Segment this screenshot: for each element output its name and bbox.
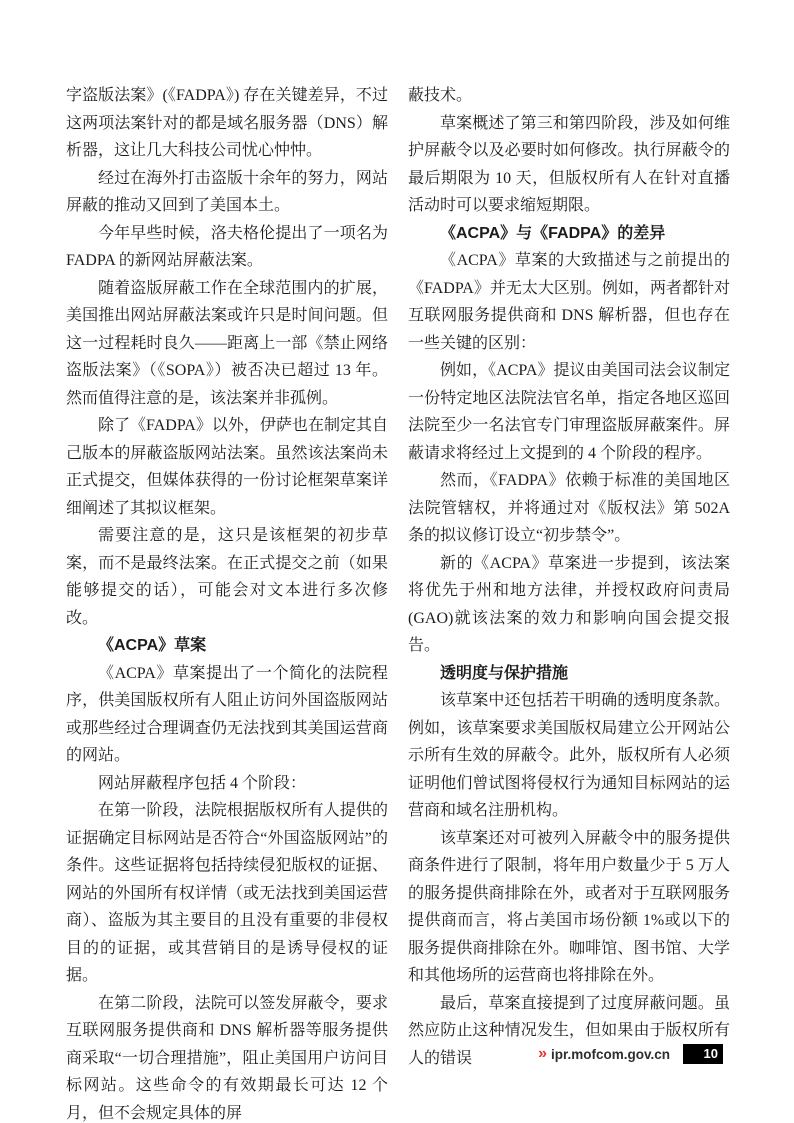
section-heading: 透明度与保护措施 bbox=[440, 664, 569, 682]
paragraph: 新的《ACPA》草案进一步提到，该法案将优先于州和地方法律，并授权政府问责局(GAO)就该法案的效力和影响向国会提交报告。 bbox=[408, 554, 730, 654]
paragraph: 《ACPA》草案的大致描述与之前提出的《FADPA》并无太大区别。例如，两者都针对互联网服务提供商和 DNS 解析器，但也存在一些关键的区别： bbox=[408, 252, 730, 352]
paragraph: 然而，《FADPA》依赖于标准的美国地区法院管辖权，并将通过对《版权法》第 502A 条的拟议修订设立“初步禁令”。 bbox=[408, 472, 730, 544]
paragraph: 该草案中还包括若干明确的透明度条款。例如，该草案要求美国版权局建立公开网站公示所有生效的屏蔽令。此外，版权所有人必须证明他们曾试图将侵权行为通知目标网站的运营商和域名注册机构。 bbox=[408, 692, 730, 819]
paragraph: 随着盗版屏蔽工作在全球范围内的扩展，美国推出网站屏蔽法案或许只是时间问题。但这一过程耗时良久——距离上一部《禁止网络盗版法案》（《SOPA》）被否决已超过 13 年。然而值得注意的是，该法案并非孤例。 bbox=[66, 279, 388, 407]
paragraph: 蔽技术。 bbox=[408, 87, 473, 104]
paragraph: 需要注意的是，这只是该框架的初步草案，而不是最终法案。在正式提交之前（如果能够提交的话），可能会对文本进行多次修改。 bbox=[66, 527, 388, 627]
column-right bbox=[408, 82, 730, 1123]
paragraph: 经过在海外打击盗版十余年的努力，网站屏蔽的推动又回到了美国本土。 bbox=[66, 169, 388, 214]
footer-site-url: ipr.mofcom.gov.cn bbox=[550, 1046, 670, 1062]
paragraph: 网站屏蔽程序包括 4 个阶段： bbox=[98, 774, 307, 792]
paragraph: 在第二阶段，法院可以签发屏蔽令，要求互联网服务提供商和 DNS 解析器等服务提供商采取“一切合理措施”，阻止美国用户访问目标网站。这些命令的有效期最长可达 12 个月，但不会规定具体的屏 bbox=[66, 994, 388, 1122]
paragraph: 该草案还对可被列入屏蔽令中的服务提供商条件进行了限制，将年用户数量少于 5 万人的服务提供商排除在外，或者对于互联网服务提供商而言，将占美国市场份额 1%或以下的服务提供商排除在外。咖啡馆、图书馆、大学和其他场所的运营商也将排除在外。 bbox=[408, 829, 730, 984]
paragraph: 字盗版法案》(《FADPA》) 存在关键差异，不过这两项法案针对的都是域名服务器（DNS）解析器，这让几大科技公司忧心忡忡。 bbox=[66, 87, 388, 159]
page-number-badge: 10 bbox=[683, 1044, 723, 1064]
paragraph: 最后，草案直接提到了过度屏蔽问题。虽然应防止这种情况发生，但如果由于版权所有人的错误 bbox=[408, 994, 730, 1067]
page-footer bbox=[538, 1044, 723, 1064]
chevrons-icon: » bbox=[538, 1045, 546, 1062]
paragraph: 在第一阶段，法院根据版权所有人提供的证据确定目标网站是否符合“外国盗版网站”的条件。这些证据将包括持续侵犯版权的证据、网站的外国所有权详情（或无法找到美国运营商）、盗版为其主要目的且没有重要的非侵权目的的证据，或其营销目的是诱导侵权的证据。 bbox=[66, 802, 388, 984]
article-body bbox=[66, 82, 730, 1123]
section-heading: 《ACPA》与《FADPA》的差异 bbox=[440, 224, 666, 242]
paragraph: 例如，《ACPA》提议由美国司法会议制定一份特定地区法院法官名单，指定各地区巡回法院至少一名法官专门审理盗版屏蔽案件。屏蔽请求将经过上文提到的 4 个阶段的程序。 bbox=[408, 362, 730, 462]
paragraph: 《ACPA》草案提出了一个简化的法院程序，供美国版权所有人阻止访问外国盗版网站或那些经过合理调查仍无法找到其美国运营商的网站。 bbox=[66, 664, 388, 764]
paragraph: 今年早些时候，洛夫格伦提出了一项名为 FADPA 的新网站屏蔽法案。 bbox=[66, 224, 388, 269]
column-left bbox=[66, 82, 388, 1123]
paragraph: 草案概述了第三和第四阶段，涉及如何维护屏蔽令以及必要时如何修改。执行屏蔽令的最后期限为 10 天，但版权所有人在针对直播活动时可以要求缩短期限。 bbox=[408, 114, 730, 214]
paragraph: 除了《FADPA》以外，伊萨也在制定其自己版本的屏蔽盗版网站法案。虽然该法案尚未正式提交，但媒体获得的一份讨论框架草案详细阐述了其拟议框架。 bbox=[66, 417, 388, 517]
section-heading: 《ACPA》草案 bbox=[98, 637, 207, 654]
